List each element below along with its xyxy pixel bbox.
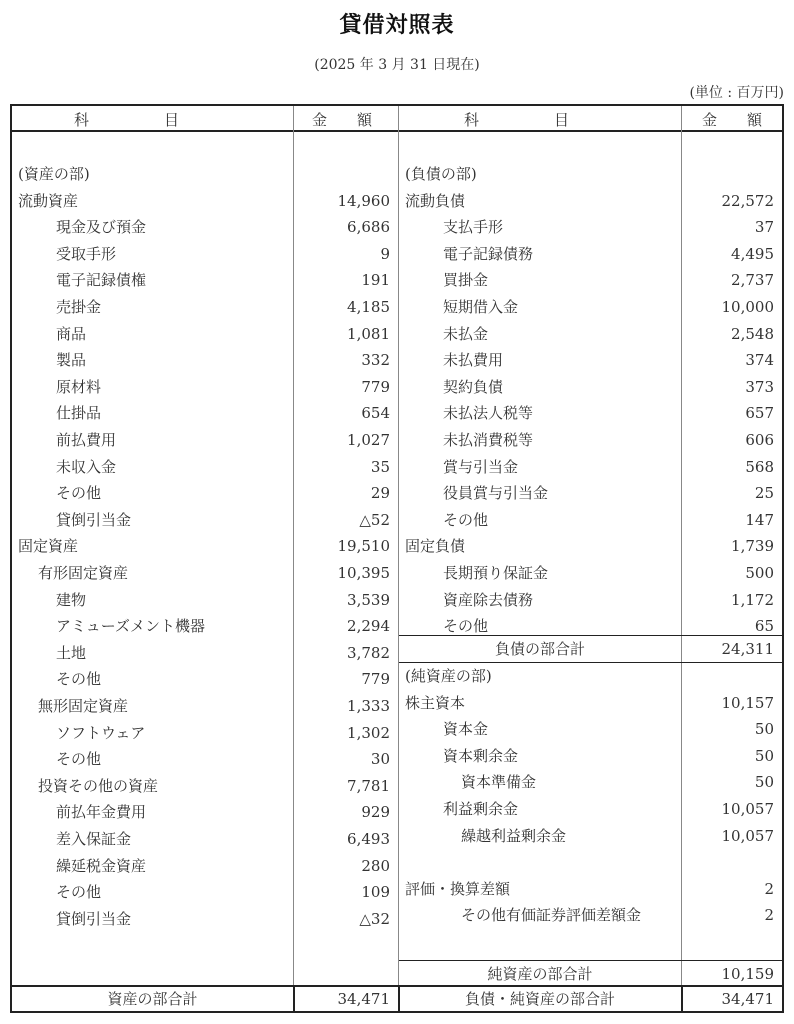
item-amount: 10,057 bbox=[721, 800, 774, 818]
item-amount: 147 bbox=[745, 510, 774, 529]
item-label: 株主資本 bbox=[405, 693, 466, 712]
asset-row bbox=[12, 587, 293, 613]
amount-cell bbox=[294, 613, 398, 639]
asset-row bbox=[12, 746, 293, 772]
liability-row bbox=[399, 400, 681, 426]
liability-row bbox=[399, 321, 681, 347]
liability-row bbox=[399, 533, 681, 559]
item-amount: 2 bbox=[764, 879, 774, 898]
item-amount: 1,302 bbox=[347, 723, 390, 742]
item-label: 役員賞与引当金 bbox=[443, 484, 549, 503]
amount-cell bbox=[294, 560, 398, 586]
item-label: その他 bbox=[443, 617, 489, 636]
net-asset-row bbox=[399, 902, 681, 928]
item-label: 前払年金費用 bbox=[56, 803, 147, 822]
item-label: その他 bbox=[56, 484, 102, 503]
amount-cell bbox=[682, 267, 782, 293]
item-label: 差入保証金 bbox=[56, 830, 132, 848]
item-label: 流動負債 bbox=[405, 191, 466, 210]
liabilities-total-amount-cell bbox=[682, 636, 782, 662]
section-label-liabilities bbox=[399, 161, 681, 187]
item-amount: 22,572 bbox=[721, 191, 774, 210]
grand-total-amount: 34,471 bbox=[721, 990, 774, 1008]
assets-total-label: 資産の部合計 bbox=[107, 990, 198, 1008]
amount-cell bbox=[294, 427, 398, 453]
item-label: 評価・換算差額 bbox=[405, 879, 511, 898]
asset-row bbox=[12, 214, 293, 240]
liability-row bbox=[399, 267, 681, 293]
liability-row bbox=[399, 347, 681, 373]
item-amount: 1,333 bbox=[347, 697, 390, 715]
amount-cell bbox=[294, 879, 398, 905]
item-amount: 19,510 bbox=[337, 537, 390, 556]
item-amount: △32 bbox=[359, 909, 390, 928]
amount-cell bbox=[294, 480, 398, 506]
liability-row bbox=[399, 507, 681, 533]
item-label: 貸倒引当金 bbox=[56, 909, 132, 928]
section-label-net-assets bbox=[399, 663, 681, 689]
item-amount: 374 bbox=[745, 351, 774, 370]
item-amount: 50 bbox=[754, 746, 774, 765]
asset-row bbox=[12, 321, 293, 347]
asset-row bbox=[12, 693, 293, 719]
item-amount: 4,185 bbox=[347, 298, 390, 316]
amount-cell bbox=[682, 480, 782, 506]
amount-cell bbox=[682, 454, 782, 480]
asset-row bbox=[12, 188, 293, 214]
item-amount: 50 bbox=[754, 720, 774, 739]
as-of-date: (2025 年 3 月 31 日現在) bbox=[314, 57, 480, 73]
liabilities-total-amount: 24,311 bbox=[721, 640, 774, 658]
item-amount: 3,539 bbox=[347, 590, 390, 609]
item-label: 有形固定資産 bbox=[38, 564, 129, 582]
net-assets-total-row bbox=[399, 961, 681, 987]
amount-cell bbox=[294, 720, 398, 746]
item-label: その他 bbox=[56, 750, 102, 769]
net-asset-row bbox=[399, 849, 681, 875]
amount-cell bbox=[682, 321, 782, 347]
net-assets-total-label: 純資産の部合計 bbox=[487, 965, 593, 983]
item-label: 原材料 bbox=[56, 377, 102, 396]
asset-row bbox=[12, 347, 293, 373]
liability-row bbox=[399, 560, 681, 586]
item-label: 固定資産 bbox=[18, 537, 79, 556]
item-amount: 568 bbox=[745, 457, 774, 476]
item-label: 貸倒引当金 bbox=[56, 510, 132, 529]
item-amount: 779 bbox=[361, 670, 390, 689]
item-amount: 3,782 bbox=[347, 643, 390, 662]
item-label: 未払法人税等 bbox=[443, 404, 534, 423]
asset-row bbox=[12, 454, 293, 480]
item-label: 売掛金 bbox=[56, 298, 102, 316]
liability-row bbox=[399, 587, 681, 613]
item-amount: 6,493 bbox=[347, 830, 390, 848]
item-amount: 2,737 bbox=[731, 271, 774, 290]
item-label: 電子記録債務 bbox=[443, 244, 534, 263]
asset-row bbox=[12, 640, 293, 666]
net-assets-total-amount: 10,159 bbox=[721, 965, 774, 983]
table-header bbox=[12, 106, 782, 132]
item-label: 買掛金 bbox=[443, 271, 489, 290]
item-label: 未収入金 bbox=[56, 457, 117, 476]
asset-row bbox=[12, 879, 293, 905]
amount-cell bbox=[294, 374, 398, 400]
item-amount: 2 bbox=[764, 906, 774, 925]
liabilities-total-row bbox=[399, 636, 681, 662]
item-label: 仕掛品 bbox=[56, 404, 102, 423]
item-amount: 37 bbox=[754, 218, 774, 237]
amount-cell bbox=[682, 188, 782, 214]
item-amount: 191 bbox=[361, 271, 390, 290]
amount-cell bbox=[294, 321, 398, 347]
item-label: 繰越利益剰余金 bbox=[461, 826, 567, 845]
item-label: アミューズメント機器 bbox=[56, 617, 205, 636]
amount-cell bbox=[294, 746, 398, 772]
item-label: 契約負債 bbox=[443, 377, 504, 396]
liability-row bbox=[399, 214, 681, 240]
item-amount: 2,548 bbox=[731, 324, 774, 343]
item-amount: 929 bbox=[361, 803, 390, 822]
item-label: 固定負債 bbox=[405, 537, 466, 556]
item-amount: 280 bbox=[361, 856, 390, 875]
item-amount: 2,294 bbox=[347, 617, 390, 636]
item-label: 製品 bbox=[56, 351, 87, 370]
net-asset-row bbox=[399, 743, 681, 769]
net-asset-row bbox=[399, 796, 681, 822]
amount-cell bbox=[294, 906, 398, 932]
item-amount: 654 bbox=[361, 404, 390, 423]
item-amount: 1,027 bbox=[347, 431, 390, 449]
amount-cell bbox=[294, 799, 398, 825]
liability-row bbox=[399, 294, 681, 320]
asset-row bbox=[12, 720, 293, 746]
net-asset-row bbox=[399, 823, 681, 849]
item-label: 資本準備金 bbox=[461, 773, 537, 792]
amount-cell bbox=[294, 693, 398, 719]
item-label: 現金及び預金 bbox=[56, 218, 147, 237]
item-label: 賞与引当金 bbox=[443, 457, 519, 476]
amount-cell bbox=[682, 214, 782, 240]
amount-cell bbox=[682, 690, 782, 716]
liability-row bbox=[399, 188, 681, 214]
amount-cell bbox=[294, 214, 398, 240]
net-asset-row bbox=[399, 769, 681, 795]
item-amount: 10,157 bbox=[721, 693, 774, 712]
item-amount: 9 bbox=[380, 244, 390, 263]
item-label: その他 bbox=[56, 883, 102, 902]
item-label: (負債の部) bbox=[405, 165, 477, 183]
assets-total-amount-cell bbox=[294, 986, 398, 1012]
asset-row bbox=[12, 799, 293, 825]
amount-cell bbox=[682, 241, 782, 267]
item-label: 建物 bbox=[56, 590, 87, 609]
item-amount: 606 bbox=[745, 431, 774, 449]
item-amount: 1,081 bbox=[347, 324, 390, 343]
item-amount: 4,495 bbox=[731, 244, 774, 263]
asset-row bbox=[12, 666, 293, 692]
item-amount: 109 bbox=[361, 883, 390, 902]
amount-cell bbox=[682, 796, 782, 822]
asset-row bbox=[12, 480, 293, 506]
item-label: 資本剰余金 bbox=[443, 746, 519, 765]
amount-cell bbox=[682, 743, 782, 769]
liability-row bbox=[399, 454, 681, 480]
amount-cell bbox=[294, 241, 398, 267]
asset-row bbox=[12, 613, 293, 639]
amount-cell bbox=[682, 400, 782, 426]
document-title: 貸借対照表 bbox=[339, 13, 455, 38]
item-label: 土地 bbox=[56, 643, 87, 662]
amount-cell bbox=[682, 427, 782, 453]
header-left-amount: 金 額 bbox=[312, 111, 373, 129]
item-amount: 35 bbox=[370, 457, 390, 476]
amount-cell bbox=[294, 666, 398, 692]
item-label: その他 bbox=[443, 510, 489, 529]
amount-cell bbox=[682, 374, 782, 400]
item-amount: 10,000 bbox=[721, 298, 774, 316]
item-amount: △52 bbox=[359, 510, 390, 529]
item-amount: 657 bbox=[745, 404, 774, 423]
amount-cell bbox=[294, 400, 398, 426]
header-left-item: 科 目 bbox=[74, 111, 180, 129]
item-label: 流動資産 bbox=[18, 191, 79, 210]
item-amount: 7,781 bbox=[347, 776, 390, 795]
amount-cell bbox=[682, 347, 782, 373]
item-label: 未払金 bbox=[443, 324, 489, 343]
liability-row bbox=[399, 374, 681, 400]
net-asset-row bbox=[399, 876, 681, 902]
net-asset-row bbox=[399, 716, 681, 742]
item-amount: 30 bbox=[370, 750, 390, 769]
item-label: 長期預り保証金 bbox=[443, 564, 549, 582]
amount-cell bbox=[682, 587, 782, 613]
asset-row bbox=[12, 560, 293, 586]
balance-sheet-table bbox=[10, 104, 784, 1013]
item-label: 資本金 bbox=[443, 720, 489, 739]
asset-row bbox=[12, 267, 293, 293]
asset-row bbox=[12, 773, 293, 799]
assets-total-row bbox=[12, 986, 293, 1012]
amount-cell bbox=[682, 294, 782, 320]
item-amount: 10,395 bbox=[337, 564, 390, 582]
item-amount: 25 bbox=[754, 484, 774, 503]
liability-row bbox=[399, 241, 681, 267]
item-amount: 65 bbox=[754, 617, 774, 636]
asset-row bbox=[12, 906, 293, 932]
item-amount: 6,686 bbox=[347, 218, 390, 237]
asset-row bbox=[12, 507, 293, 533]
amount-cell bbox=[294, 507, 398, 533]
item-label: 商品 bbox=[56, 324, 87, 343]
amount-cell bbox=[294, 533, 398, 559]
amount-cell bbox=[682, 902, 782, 928]
item-amount: 500 bbox=[745, 564, 774, 582]
amount-cell bbox=[682, 716, 782, 742]
amount-cell bbox=[294, 294, 398, 320]
item-label: 資産除去債務 bbox=[443, 590, 534, 609]
net-asset-row bbox=[399, 690, 681, 716]
amount-cell bbox=[682, 533, 782, 559]
item-label: 受取手形 bbox=[56, 244, 117, 263]
amount-cell bbox=[294, 773, 398, 799]
asset-row bbox=[12, 853, 293, 879]
asset-row bbox=[12, 533, 293, 559]
amount-cell bbox=[682, 507, 782, 533]
asset-row bbox=[12, 374, 293, 400]
item-label: 繰延税金資産 bbox=[56, 856, 147, 875]
item-amount: 779 bbox=[361, 377, 390, 396]
amount-cell bbox=[294, 853, 398, 879]
asset-row bbox=[12, 241, 293, 267]
amount-cell bbox=[682, 769, 782, 795]
amount-cell bbox=[682, 849, 782, 875]
amount-cell bbox=[294, 188, 398, 214]
item-amount: 10,057 bbox=[721, 826, 774, 845]
item-label: 投資その他の資産 bbox=[38, 776, 159, 795]
item-amount: 1,172 bbox=[731, 590, 774, 609]
item-amount: 29 bbox=[370, 484, 390, 503]
grand-total-amount-cell bbox=[682, 986, 782, 1012]
item-label: 支払手形 bbox=[443, 218, 504, 237]
item-label: 未払消費税等 bbox=[443, 431, 534, 449]
item-amount: 373 bbox=[745, 377, 774, 396]
assets-total-amount: 34,471 bbox=[337, 990, 390, 1008]
grand-total-label: 負債・純資産の部合計 bbox=[464, 990, 615, 1008]
amount-cell bbox=[294, 347, 398, 373]
header-right-amount: 金 額 bbox=[702, 111, 763, 129]
amount-cell bbox=[294, 267, 398, 293]
amount-cell bbox=[294, 454, 398, 480]
asset-row bbox=[12, 294, 293, 320]
item-label: 電子記録債権 bbox=[56, 271, 147, 290]
liability-row bbox=[399, 480, 681, 506]
item-label: 利益剰余金 bbox=[443, 800, 519, 818]
item-label: 短期借入金 bbox=[443, 298, 519, 316]
liability-row bbox=[399, 427, 681, 453]
asset-row bbox=[12, 427, 293, 453]
item-label: ソフトウェア bbox=[56, 723, 146, 742]
item-label: 未払費用 bbox=[443, 351, 504, 370]
amount-cell bbox=[682, 876, 782, 902]
divider bbox=[399, 662, 782, 663]
amount-cell bbox=[294, 587, 398, 613]
asset-row bbox=[12, 826, 293, 852]
item-label: (純資産の部) bbox=[405, 667, 492, 685]
item-amount: 1,739 bbox=[731, 537, 774, 556]
item-label: その他有価証券評価差額金 bbox=[461, 906, 642, 925]
item-amount: 50 bbox=[754, 773, 774, 792]
net-assets-total-amount-cell bbox=[682, 961, 782, 987]
asset-row bbox=[12, 400, 293, 426]
item-amount: 14,960 bbox=[337, 191, 390, 210]
amount-cell bbox=[682, 823, 782, 849]
section-label-assets bbox=[12, 161, 293, 187]
liabilities-total-label: 負債の部合計 bbox=[494, 640, 585, 658]
unit-label: (単位 : 百万円) bbox=[689, 85, 784, 101]
grand-total-row bbox=[399, 986, 681, 1012]
item-amount: 332 bbox=[361, 351, 390, 370]
item-label: 無形固定資産 bbox=[38, 697, 129, 715]
header-right-item: 科 目 bbox=[464, 111, 570, 129]
amount-cell bbox=[294, 640, 398, 666]
item-label: その他 bbox=[56, 670, 102, 689]
item-label: (資産の部) bbox=[18, 165, 90, 183]
amount-cell bbox=[682, 560, 782, 586]
item-label: 前払費用 bbox=[56, 431, 117, 449]
amount-cell bbox=[294, 826, 398, 852]
